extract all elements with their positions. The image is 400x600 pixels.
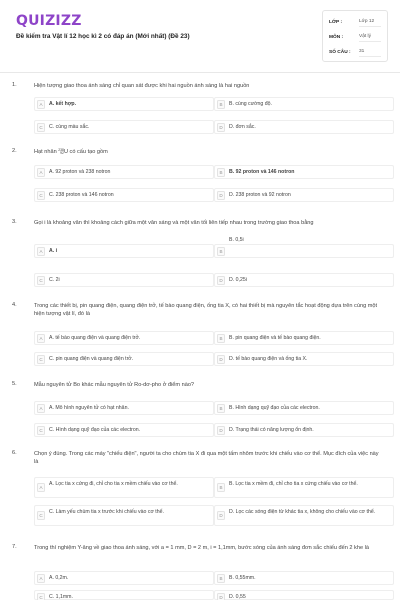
option-letter: A	[37, 574, 45, 583]
option-text: C. 2i	[49, 277, 60, 283]
option-text: D. đơn sắc.	[229, 124, 256, 130]
meta-row-subject	[329, 30, 381, 45]
question-text-post: U có cấu tạo gồm	[63, 149, 108, 155]
option-b[interactable]	[214, 97, 394, 111]
meta-box	[322, 10, 388, 62]
option-text: C. Làm yếu chùm tia x trước khi chiếu vào cơ thể.	[49, 509, 164, 515]
option-text: C. Hình dạng quỹ đạo của các electron.	[49, 427, 141, 433]
option-letter: A	[37, 100, 45, 109]
option-letter: D	[217, 511, 225, 520]
option-letter: B	[217, 100, 225, 109]
option-text: D. 238 proton và 92 notron	[229, 192, 291, 198]
option-b[interactable]	[214, 165, 394, 179]
option-text: C. 238 proton và 146 notron	[49, 192, 114, 198]
option-a[interactable]	[34, 401, 214, 415]
option-b[interactable]	[214, 571, 394, 585]
option-text: B. 0,55mm.	[229, 575, 256, 581]
option-text: D. tế bào quang điện và ống tia X.	[229, 356, 308, 362]
question-number: 1.	[12, 82, 17, 88]
option-b[interactable]	[214, 477, 394, 498]
question-number: 7.	[12, 544, 17, 550]
meta-value: Vật lý	[359, 34, 381, 42]
option-letter: B	[217, 334, 225, 343]
option-letter: D	[217, 593, 225, 600]
option-d[interactable]	[214, 188, 394, 202]
option-text: A. Lọc tia x cứng đi, chỉ cho tia x mềm chiếu vào cơ thể.	[49, 481, 178, 487]
option-b[interactable]	[214, 401, 394, 415]
option-letter: B	[217, 247, 225, 256]
option-letter: A	[37, 483, 45, 492]
option-letter: B	[217, 404, 225, 413]
option-text: C. 1,1mm.	[49, 594, 73, 600]
page-header	[0, 0, 400, 72]
option-d[interactable]	[214, 120, 394, 134]
option-text: A. 92 proton và 238 notron	[49, 169, 111, 175]
option-d[interactable]	[214, 352, 394, 366]
meta-key: MÔN :	[329, 35, 344, 40]
option-c[interactable]	[34, 352, 214, 366]
option-letter: C	[37, 276, 45, 285]
option-text: D. 0,55	[229, 594, 246, 600]
option-letter: C	[37, 593, 45, 600]
meta-key: LỚP :	[329, 20, 343, 25]
option-a[interactable]	[34, 165, 214, 179]
question-text: Trong thí nghiệm Y-âng về giao thoa ánh sáng, với a = 1 mm, D = 2 m, i = 1,1mm, bước sóng của ánh sáng đơn sắc chiếu đến 2 khe là	[34, 545, 369, 551]
option-text: D. Lọc các sóng điện từ khác tia x, không cho chiếu vào cơ thể.	[229, 509, 376, 515]
option-letter: D	[217, 191, 225, 200]
option-letter: B	[217, 168, 225, 177]
option-text: B. 0,5i	[229, 237, 244, 243]
option-letter: D	[217, 276, 225, 285]
option-d[interactable]	[214, 423, 394, 437]
option-letter: C	[37, 191, 45, 200]
meta-row-count	[329, 45, 381, 60]
header-divider	[0, 72, 400, 73]
option-text: C. cùng màu sắc.	[49, 124, 90, 130]
option-a[interactable]	[34, 477, 214, 498]
option-letter: B	[217, 483, 225, 492]
question-text-pre: Hạt nhân	[34, 149, 59, 155]
option-letter: C	[37, 123, 45, 132]
option-letter: C	[37, 511, 45, 520]
question-number: 5.	[12, 381, 17, 387]
meta-row-class	[329, 15, 381, 30]
option-text: A. i	[49, 248, 58, 254]
question-text: Gọi i là khoảng vân thì khoảng cách giữa một vân sáng và một vân tối liên tiếp nhau trong trường giao thoa bằng	[34, 220, 314, 226]
option-letter: A	[37, 168, 45, 177]
meta-value: Lớp 12	[359, 19, 381, 27]
option-letter: A	[37, 247, 45, 256]
option-text: B. 92 proton và 146 notron	[229, 169, 295, 175]
question-text: Mẫu nguyên tử Bo khác mẫu nguyên tử Ro-dơ-pho ở điểm nào?	[34, 382, 195, 388]
option-d[interactable]	[214, 505, 394, 526]
option-text: B. cùng cường độ.	[229, 101, 272, 107]
option-letter: D	[217, 123, 225, 132]
option-c[interactable]	[34, 120, 214, 134]
option-text: B. Lọc tia x mềm đi, chỉ cho tia x cứng chiếu vào cơ thể.	[229, 481, 358, 487]
document-title: Đề kiểm tra Vật lí 12 học kì 2 có đáp án (Mới nhất) (Đề 23)	[16, 33, 190, 40]
option-d[interactable]	[214, 273, 394, 287]
option-text: D. 0,25i	[229, 277, 247, 283]
option-text: A. tế bào quang điện và quang điện trở.	[49, 335, 141, 341]
question-number: 4.	[12, 302, 17, 308]
question-number: 3.	[12, 219, 17, 225]
option-a[interactable]	[34, 331, 214, 345]
option-text: A. 0,2m.	[49, 575, 69, 581]
question-text	[34, 148, 384, 156]
atomic-number: 92	[60, 150, 64, 155]
option-text: B. Hình dạng quỹ đạo của các electron.	[229, 405, 320, 411]
quizizz-logo: QUIZIZZ	[16, 13, 82, 29]
option-letter: C	[37, 355, 45, 364]
option-letter: A	[37, 334, 45, 343]
question-number: 2.	[12, 148, 17, 154]
mass-number: 238	[58, 147, 64, 152]
question-text: Chọn ý đúng. Trong các máy "chiếu điện", người ta cho chùm tia X đi qua một tấm nhôm trước khi chiếu vào cơ thể. Mục đích của việc này là	[34, 451, 379, 465]
option-letter: B	[217, 574, 225, 583]
option-a[interactable]	[34, 97, 214, 111]
option-c[interactable]	[34, 188, 214, 202]
option-b[interactable]	[214, 237, 394, 258]
option-text: C. pin quang điện và quang điện trở.	[49, 356, 134, 362]
option-text: A. kết hợp.	[49, 101, 77, 107]
option-c[interactable]	[34, 590, 214, 600]
question-text: Hiện tượng giao thoa ánh sáng chỉ quan sát được khi hai nguồn ánh sáng là hai nguồn	[34, 83, 250, 89]
option-letter: D	[217, 426, 225, 435]
option-letter: D	[217, 355, 225, 364]
option-a[interactable]	[34, 244, 214, 258]
option-d[interactable]	[214, 590, 394, 600]
question-text: Trong các thiết bị, pin quang điện, quang điện trở, tế bào quang điện, ống tia X, có hai thiết bị mà nguyên tắc hoạt động dựa trên cùng một hiện tượng vật lí, đó là	[34, 303, 378, 317]
meta-key: SỐ CÂU :	[329, 50, 351, 55]
option-text: A. Mô hình nguyên tử có hạt nhân.	[49, 405, 129, 411]
option-b[interactable]	[214, 331, 394, 345]
option-c[interactable]	[34, 505, 214, 526]
option-letter: C	[37, 426, 45, 435]
option-text: B. pin quang điện và tế bào quang điện.	[229, 335, 321, 341]
option-c[interactable]	[34, 273, 214, 287]
question-number: 6.	[12, 450, 17, 456]
option-a[interactable]	[34, 571, 214, 585]
option-c[interactable]	[34, 423, 214, 437]
option-text: D. Trạng thái có năng lượng ổn định.	[229, 427, 314, 433]
meta-value: 31	[359, 49, 381, 57]
option-letter: A	[37, 404, 45, 413]
